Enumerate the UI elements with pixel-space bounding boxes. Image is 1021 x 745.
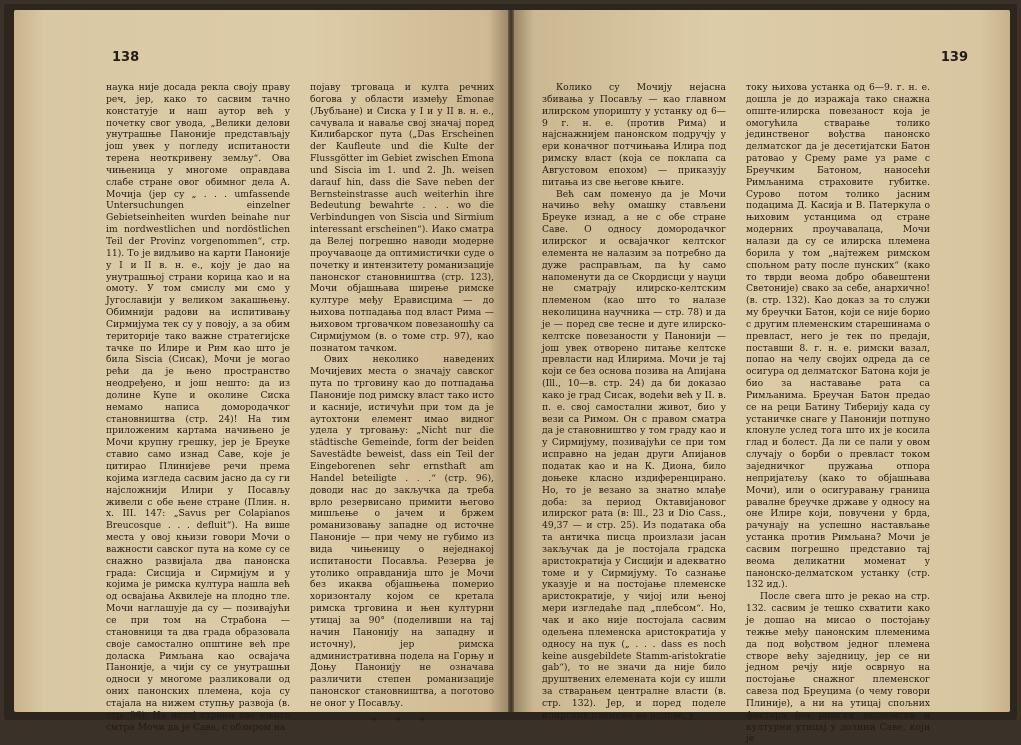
paragraph: наука није досада рекла своју праву реч, јер, како то сасвим тачно констатује и наш аутор већ у почетку свог увода, „Велики делови унутрашње Паноније представљају још увек у погледу испитаности терена неоткривену земљу“. Ова чињеница у многоме оправдава слабе стране овог обимног дела А. Мочија (јер су „ . . . umfassende Untersuchungen einzelner Gebietseinheiten wurden beinahe nur im nordwestlichen und nordöstlichen Teil der Provinz vorgenommen“, стр. 11). То је видљиво на карти Паноније у I и II в. н. е., коју је дао на унутрашњој страни корица као и на омоту. У том смислу ми смо у Југославији у великом закашњењу. Обимнији радови на испитивању Сирмијума тек су у повоју, а за обим територије тако важне стратегијске тачке по Илире и Рим као што је била Siscia (Сисак), Мочи је могао рећи да је њено пространство неодређено, и још нешто: да из долине Купе и околине Сиска немамо написа домородачког становништва (стр. 24)! На тим приложеним картама начињено је Мочи крупну грешку, јер је Бреуке ставио само изнад Саве, које је цитирао Плинијеве речи према којима изгледа сасвим јасно да су ги најсложнији Илири у Посављу живели с обе њене стране (Плин. н. х. III. 147: „Savus per Colapianos Breucosque . . . defluit“). На више места у овој књизи говори Мочи о важности савског пута на коме су се снажно развијала два панонска града: Сисција и Сирмијум и у којима је римска култура нашла већ од освајања Аквилеје на плодно тле. Мочи наглашује да су — позивајући се при том на Страбона — становници та два града образовала своје самостално општине већ пре доласка Римљана као освајача Паноније, а чији су се унутрашњи односи у многоме разликовали од оних панонских племена, која су стајала на нижем ступњу развоја (в. стр. 96). На истој страни ове књиге смтра Мочи да је Сава, с обзиром на	[106, 82, 290, 733]
paragraph: појаву трговаца и култа речних богова у области између Emonae (Љубљане) и Сиска у I и у II в. н. е., сачувала и наваље свој значај поред Килибарског пута („Das Erscheinen der Kaufleute und die Kulte der Flussgötter im Gebiet zwischen Emona und Siscia im 1. und 2. Jh. weisen darauf hin, dass die Save neben der Bernsteinstrasse auch weiterhin ihre Bedeutung bewahrte . . . wo die Verbindungen von Siscia und Sirmium interessant erscheinen“). Иако сматра да Велеј погрешно наводи модерне проучаваоце да оптимистички суде о почетку и интензитету романизације панонског становништва (стр. 123), Мочи објашњава ширење римске културе међу Ерависцима — до њихова потпадања под власт Рима — њиховом трговачком повезаношћу са Сирмијумом (в. о томе стр. 97), као познатом тачком.	[310, 82, 494, 354]
section-divider: * * *	[371, 715, 433, 727]
paragraph: После свега што је рекао на стр. 132. сасвим је тешко схватити како је дошао на мисао о постојању тежње међу панонским племенима да под вођством једног племена створе већу заједницу, јер се ни једном речју није осврнуо на постојање снажног племенског савеза под Бреуцима (о чему говори Плиније), а ни на утицај спољних фактора (на римски економски и културни утицај у долини Саве, који је	[746, 591, 930, 745]
right-page	[514, 10, 1010, 745]
right-page-number: 139	[940, 50, 968, 65]
right-page-column-2	[746, 82, 930, 745]
paragraph: Већ сам поменуо да је Мочи начињо већу омашку стављени Бреуке изнад, а не с обе стране Саве. О односу домородачког илирског и освајачког келтског елемента не налазим за потребно да дуже расправљам, па ћу само напоменути да се Скордисци у науци не сматрају илирско-келтским племеном (као што то налазе неколицина научника — стр. 78) и да је — поред све тесне и дуге илирско-келтске повезаности у Панонији — још увек отворено питање келтске превласти над Илирима. Мочи је тај који се без основа позива на Апијана (Ill., 10—в. стр. 24) да би доказао како је град Сисак, водећи већ у II. в. п. е. свој самостални живот, био у вези са Римом. Он с правом сматра да је становништво у том граду као и у Сирмијуму, позивајући се при том исправно на један други Апијанов податак као и на К. Диона, било доњеке класно издиференцирано. Но, то је везано за знатно млађе доба: за период Октавијановог илирског рата (в: Ill., 23 и Dio Cass., 49,37 — и стр. 25). Из података оба та античка писца произлази јасан закључак да је постојала градска аристократија у Сисцији и адекватно томе и у Сирмијуму. То сазнање указује и на постојање племенске аристократије, у чијој или њеној мери изгледаће пад „плебсом“. Но, чак и ако није постојала сасвим одељена племенска аристократија у односу на пук („ . . . dass es noch keine ausgebildete Stamm-aristokratie gab“), то не значи да није било друштвених елемената који су ишли за стварањем централне власти (в. стр. 132). Јер, и поред поделе илирских племена на родове, у	[542, 188, 726, 721]
paragraph: току њихова устанка од 6—9. г. н. е. дошла је до изражаја тако снажна опште-илирска повезаност која је омогућила стварање толико јединственог вођства панонско делматског да је десетијатски Батон ратовао у Срему раме уз раме с Бреучким Батоном, наносећи Римљанима страховите губитке. Сурово потом толико јасним подацима Д. Касија и В. Патеркула о њиховим устанцима од стране модерних проучавалаца, Мочи налази да су се илирска племена борила у том „најтежем римском спољном рату после пунских“ (како то тврди веома добро обавештени Светоније) свако за себе, анархично! (в. стр. 132). Као доказ за то служи му бреучки Батон, који се није борио с другим племенским старешинама о превласт, него је тек по предаји, поставши 8. г. н. е. римски вазал, попао на челу својих одреда да се осигура од делматског Батона који је био за наставање рата са Римљанима. Бреучан Батон предао се на реци Батину Тиберију када су устаничке снаге у Панонији потпуно клонуле услед тога што их је косила глад и болест. Да ли се пали у овом случају о борби о превласт током заједничког пружања отпора непријатељу (како то објашњава Мочи), или о осигуравању граница равалне бреучке државе у односу на оне Илире који, повучени у брда, рачунају на успешно настављање устанка против Римљана? Мочи је сасвим погрешно представио тај веома деликатни моменат у панонско-делматском устанку (стр. 132 ид.).	[746, 82, 930, 591]
paragraph: Ових неколико наведених Мочијевих места о значају савског пута по трговину као до потпадања Паноније под римску власт тако исто и касније, истичући при том да је аутохтони елемент имао видног удела у трговању: „Nicht nur die städtische Gemeinde, form der beiden Savestädte beweist, dass ein Teil der Eingeborenen sehr ernsthaft am Handel beteiligte . . .“ (стр. 96), доводи нас до закључка да треба врло резервисано примити његово мишљење о јачем и бржем романизовању западне од источне Паноније — при чему не губимо из вида чињеницу о неједнакој испитаности Посавља. Резерва је утолико оправданија што је Мочи без икаква објашњења померио хоризонталу којом се кретала римска трговина и њен културни утицај за 90° (поделивши на тај начин Панонију на западну и источну), јер римска административна подела на Горњу и Доњу Панонију не означава различити степен романизације панонског становништва, а поготово не оног у Посављу.	[310, 354, 494, 709]
left-page	[14, 10, 508, 733]
paragraph: Колико су Мочију нејасна збивања у Посављу — као главном илирском упоришту у устанку од 6—9 г. н. е. (против Рима) и најснажнијем панонском подручју у ери коначног потчињања Илира под римску власт (која се поклапа са Августовом епохом) — приказују питања из све његове књиге.	[542, 82, 726, 188]
left-page-number: 138	[112, 50, 140, 65]
open-book	[4, 4, 1017, 745]
right-page-column-1	[542, 82, 726, 722]
left-page-column-1	[106, 82, 290, 733]
left-page-column-2	[310, 82, 494, 728]
